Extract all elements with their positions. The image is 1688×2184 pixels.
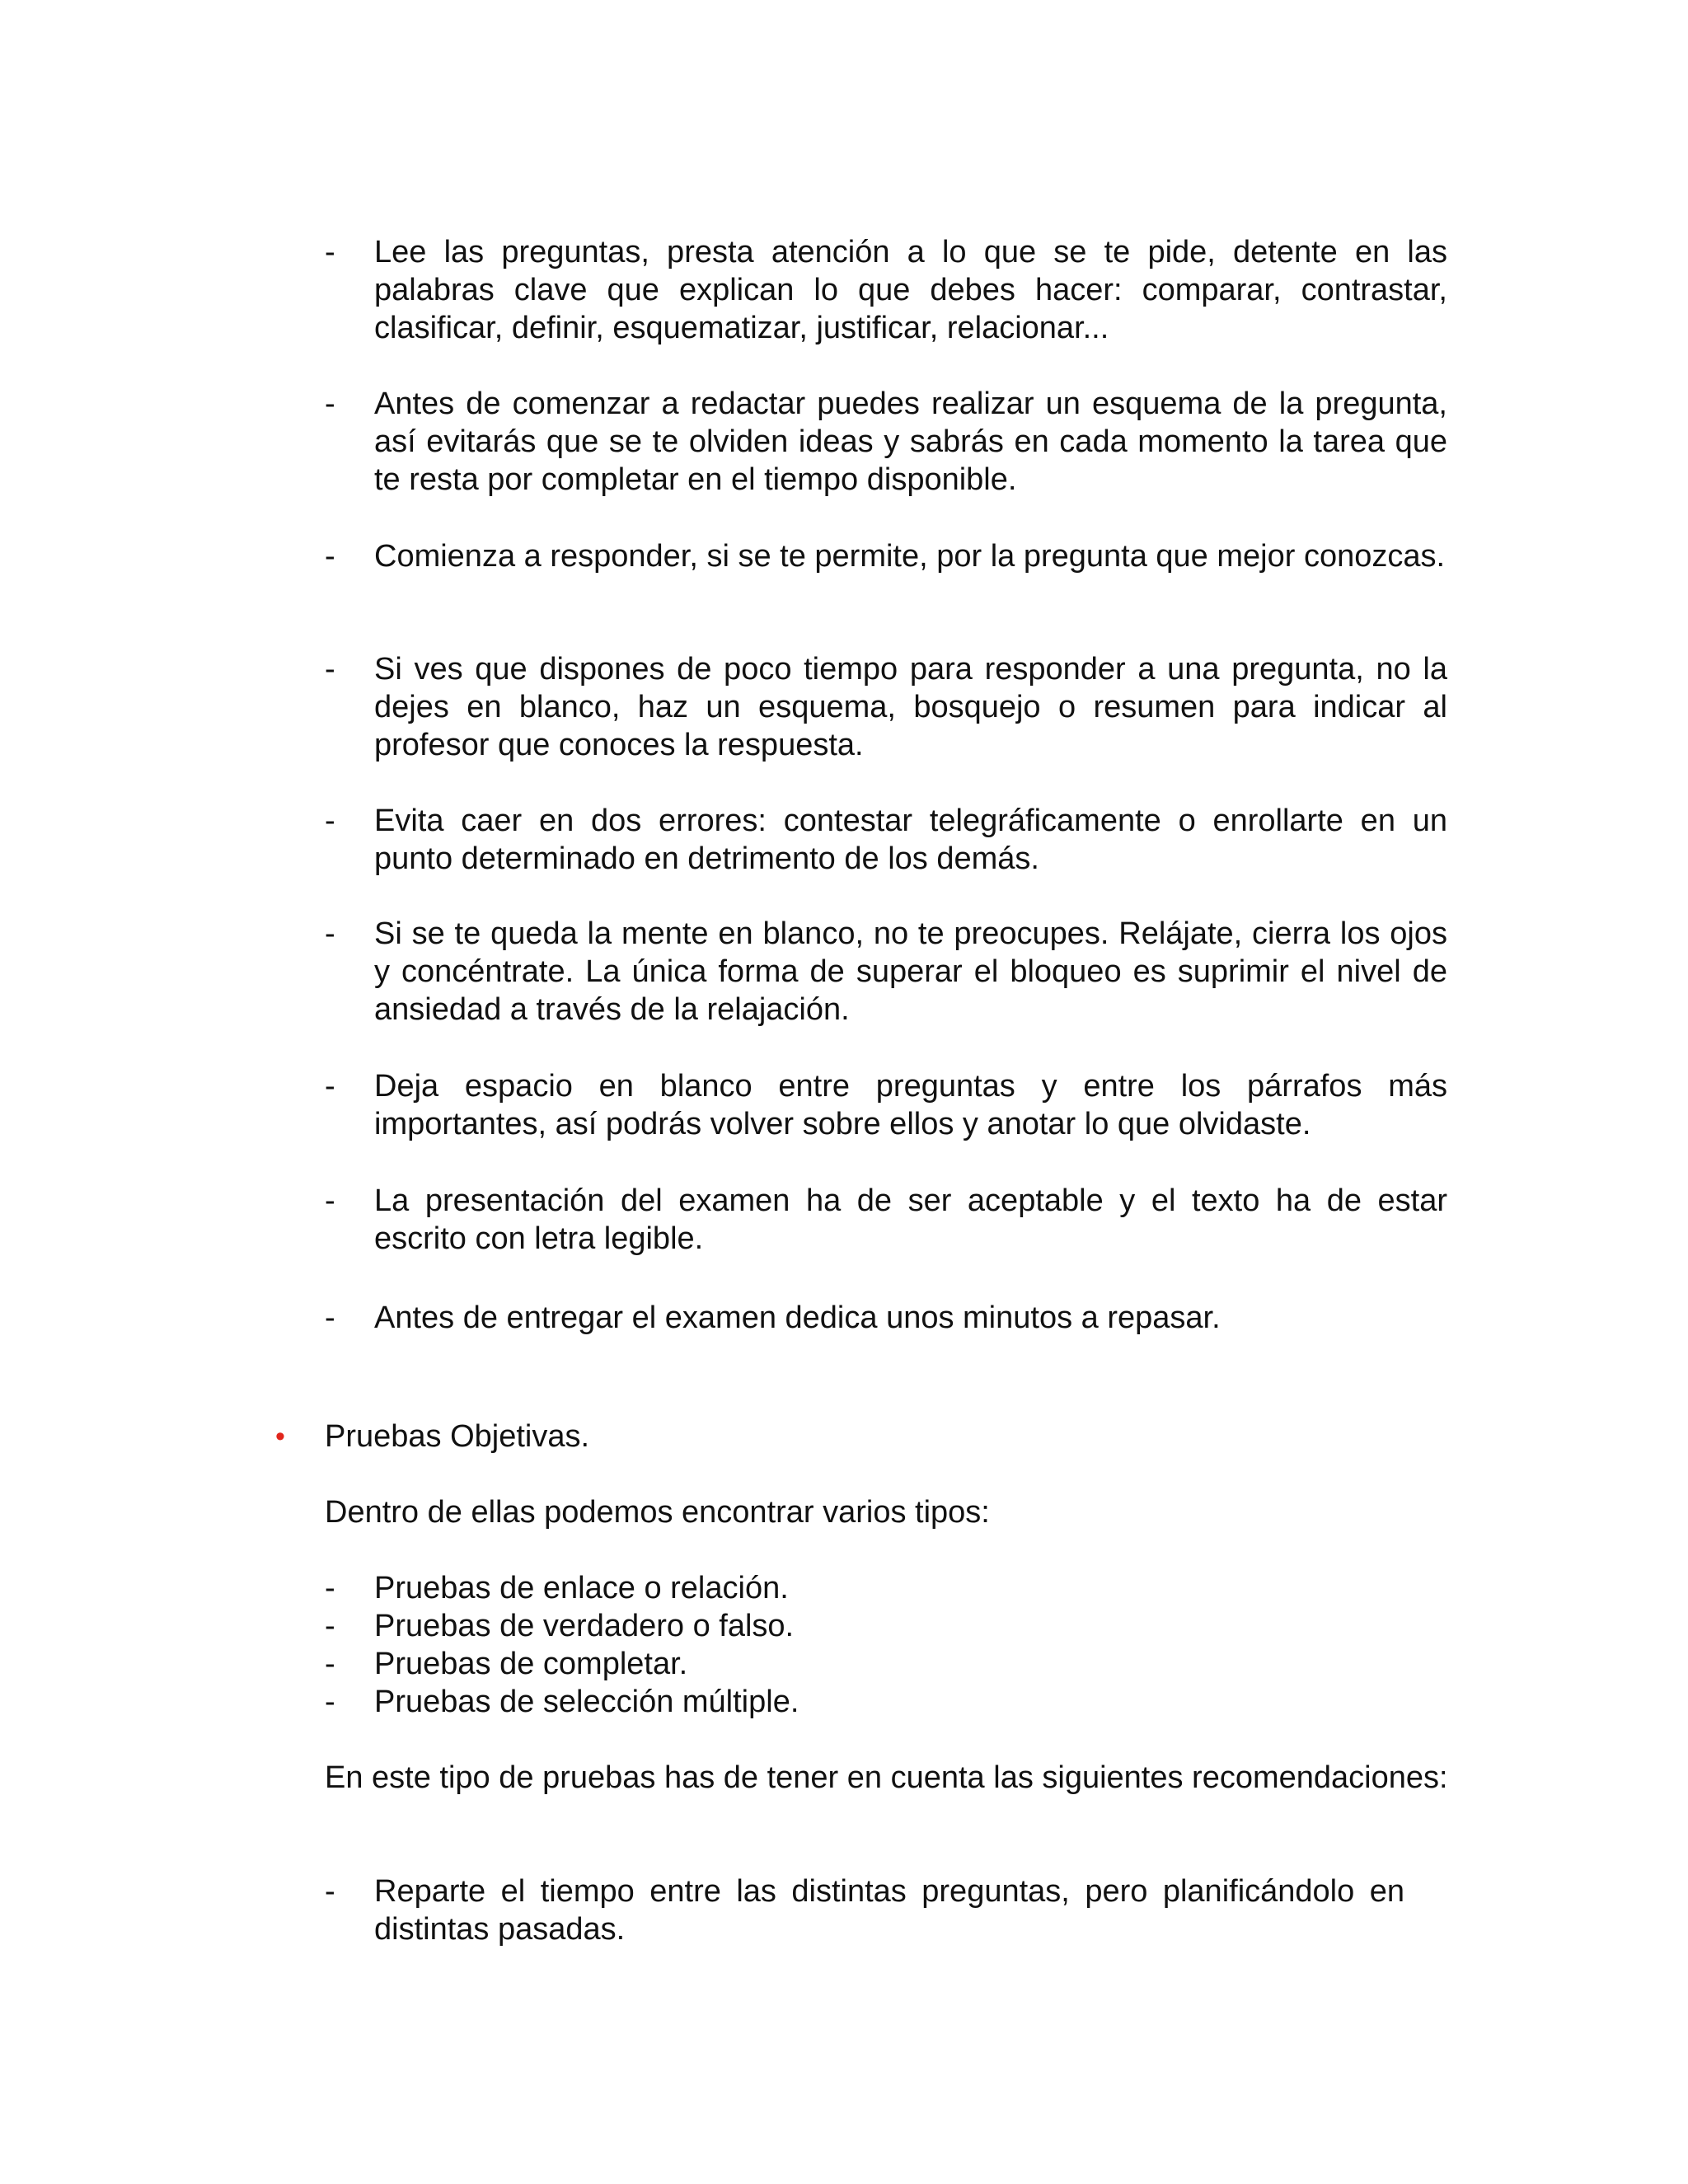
section-title: Pruebas Objetivas. [325, 1419, 590, 1454]
dash-marker: - [325, 652, 335, 687]
list-item-text: Comienza a responder, si se te permite, por la pregunta que mejor conozcas. [374, 539, 1446, 574]
dash-marker: - [325, 916, 335, 951]
list-item-text: Reparte el tiempo entre las distintas preguntas, pero planificándolo en distintas pasadas. [374, 1874, 1404, 1947]
dash-marker: - [325, 387, 335, 421]
recommendations-intro: En este tipo de pruebas has de tener en cuenta las siguientes recomendaciones: [325, 1760, 1448, 1795]
dash-marker: - [325, 1685, 335, 1719]
list-item-text: Si se te queda la mente en blanco, no te preocupes. Relájate, cierra los ojos y concéntrate. La única forma de superar el bloqueo es suprimir el nivel de ansiedad a través de la relajación. [374, 916, 1447, 1027]
dash-marker: - [325, 235, 335, 269]
dash-marker: - [325, 1301, 335, 1335]
dash-marker: - [325, 1069, 335, 1104]
list-item-text: La presentación del examen ha de ser aceptable y el texto ha de estar escrito con letra legible. [374, 1183, 1447, 1256]
dash-marker: - [325, 804, 335, 838]
dash-marker: - [325, 539, 335, 574]
list-item-text: Si ves que dispones de poco tiempo para responder a una pregunta, no la dejes en blanco, haz un esquema, bosquejo o resumen para indicar al profesor que conoces la respuesta. [374, 652, 1447, 762]
list-item-text: Deja espacio en blanco entre preguntas y entre los párrafos más importantes, así podrás volver sobre ellos y anotar lo que olvidaste. [374, 1069, 1447, 1141]
list-item-text: Pruebas de completar. [374, 1647, 688, 1681]
dash-marker: - [325, 1647, 335, 1681]
dash-marker: - [325, 1571, 335, 1605]
dash-marker: - [325, 1183, 335, 1218]
list-item-text: Pruebas de verdadero o falso. [374, 1609, 795, 1643]
section-intro: Dentro de ellas podemos encontrar varios tipos: [325, 1495, 990, 1530]
list-item-text: Pruebas de enlace o relación. [374, 1571, 789, 1605]
red-bullet-icon: • [275, 1421, 285, 1452]
list-item-text: Evita caer en dos errores: contestar telegráficamente o enrollarte en un punto determinado en detrimento de los demás. [374, 804, 1447, 876]
list-item-text: Antes de comenzar a redactar puedes realizar un esquema de la pregunta, así evitarás que se te olviden ideas y sabrás en cada momento la tarea que te resta por completar en el tiempo disponible. [374, 387, 1447, 497]
list-item-text: Antes de entregar el examen dedica unos minutos a repasar. [374, 1301, 1221, 1335]
dash-marker: - [325, 1874, 335, 1909]
dash-marker: - [325, 1609, 335, 1643]
list-item-text: Lee las preguntas, presta atención a lo que se te pide, detente en las palabras clave que explican lo que debes hacer: comparar, contrastar, clasificar, definir, esquematizar, justificar, relacionar... [374, 235, 1447, 345]
list-item-text: Pruebas de selección múltiple. [374, 1685, 799, 1719]
